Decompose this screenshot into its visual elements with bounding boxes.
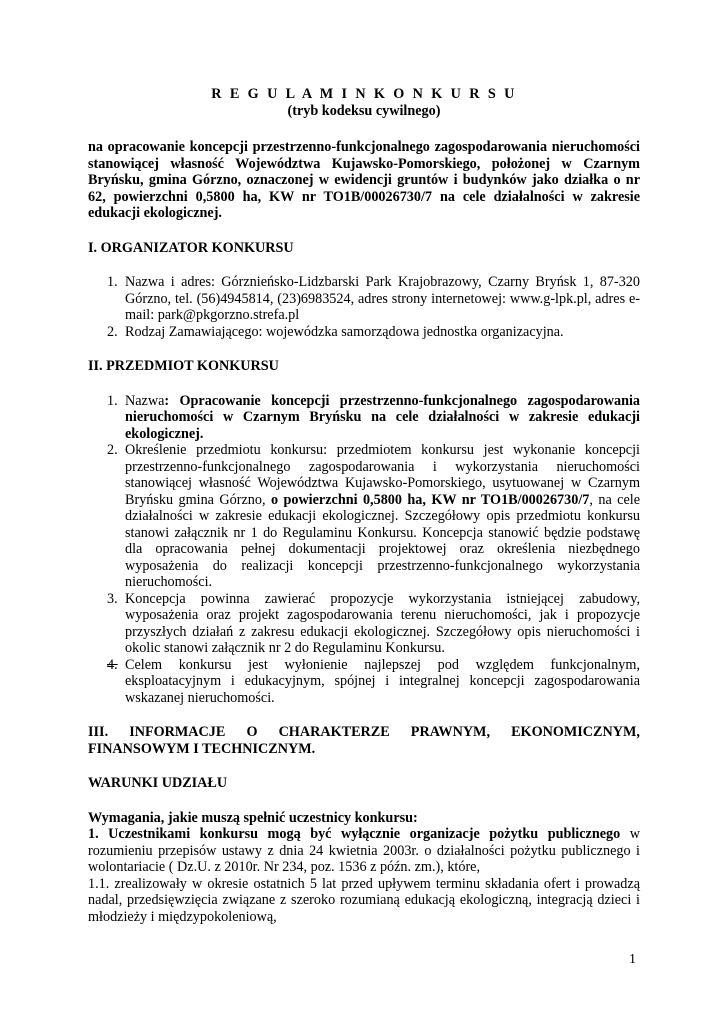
requirements-heading: Wymagania, jakie muszą spełnić uczestnicy konkursu: (88, 809, 418, 826)
point-1 (88, 826, 640, 876)
intro-paragraph: na opracowanie koncepcji przestrzenno-funkcjonalnego zagospodarowania nieruchomości stanowiącej własność Województwa Kujawsko-Pomorskiego, położonej w Czarnym Bryńsku, gmina Górzno, oznaczonej w ewidencji gruntów i budynków jako działka o nr 62, powierzchni 0,5800 ha, KW nr TO1B/00026730/7 na cele działalności w zakresie edukacji ekologicznej. (88, 139, 640, 221)
document-title: R E G U L A M I N K O N K U R S U (211, 86, 517, 102)
section-3-heading (88, 724, 640, 757)
item-text: Celem konkursu jest wyłonienie najlepszej pod względem funkcjonalnym, eksploatacyjnym i edukacyjnym, spójnej i integralnej koncepcji zagospodarowania wskazanej nieruchomości. (125, 656, 640, 706)
heading-word: INFORMACJE (129, 724, 226, 740)
item-bold-text: o powierzchni 0,5800 ha, KW nr TO1B/00026730/7 (270, 491, 590, 508)
item-number: 2. (107, 442, 118, 458)
item-text: , na cele działalności w zakresie edukacji ekologicznej. Szczegółowy opis przedmiotu konkursu stanowi załącznik nr 1 do Regulaminu Konkursu. Koncepcja stanowić będzie podstawę dla opracowania pełnej dokumentacji projektowej oraz określenia niezbędnego wyposażenia do realizacji koncepcji przestrzenno-funkcjonalnego wykorzystania nieruchomości. (125, 491, 641, 590)
list-item (88, 442, 640, 591)
document-subtitle: (tryb kodeksu cywilnego) (287, 102, 441, 119)
item-bold-text: : Opracowanie koncepcji przestrzenno-funkcjonalnego zagospodarowania nieruchomości w Czarnym Bryńsku na cele działalności w zakresie edukacji ekologicznej. (125, 392, 640, 442)
item-text: Nazwa i adres: Górznieńsko-Lidzbarski Park Krajobrazowy, Czarny Bryńsk 1, 87-320 Górzno, tel. (56)4945814, (23)6983524, adres strony internetowej: www.g-lpk.pl, adres e-mail: park@pkgorzno.strefa.pl (125, 274, 640, 323)
section-3-heading-line-2: FINANSOWYM I TECHNICZNYM. (88, 740, 316, 757)
heading-word: CHARAKTERZE (278, 724, 390, 740)
heading-word: EKONOMICZNYM, (511, 724, 640, 740)
list-item (88, 591, 640, 657)
item-text: Określenie przedmiotu konkursu: przedmiotem konkursu jest wykonanie koncepcji przestrzenno-funkcjonalnego zagospodarowania i wykorzystania nieruchomości stanowiącej własność Województwa Kujawsko-Pomorskiego, usytuowanej w Czarnym Bryńsku gmina Górzno, (125, 442, 640, 508)
section-1-list (88, 274, 640, 340)
section-2-list (88, 393, 640, 707)
page-number: 1 (629, 952, 636, 967)
document-page (88, 86, 640, 925)
list-item (88, 324, 640, 341)
heading-word: O (246, 724, 258, 740)
list-item (88, 657, 640, 707)
heading-word: III. (88, 724, 109, 740)
section-3-heading-line-1 (88, 724, 640, 741)
item-number: 2. (107, 323, 118, 340)
item-number: 3. (107, 590, 118, 607)
section-1-heading: I. ORGANIZATOR KONKURSU (88, 239, 294, 256)
heading-word: PRAWNYM, (410, 724, 490, 740)
conditions-heading: WARUNKI UDZIAŁU (88, 775, 228, 791)
item-text: Rodzaj Zamawiającego: wojewódzka samorządowa jednostka organizacyjna. (125, 323, 564, 340)
item-number: 1. (107, 274, 118, 290)
item-number: 1. (107, 392, 118, 409)
point-1-1: 1.1. zrealizowały w okresie ostatnich 5 lat przed upływem terminu składania ofert i prowadzą nadal, przedsięwzięcia związane z szeroko rozumianą edukacją ekologiczną, integracją dzieci i młodzieży i międzypokoleniową, (88, 875, 640, 925)
item-number: 4. (107, 656, 118, 673)
item-text: Koncepcja powinna zawierać propozycje wykorzystania istniejącej zabudowy, wyposażenia oraz projekt zagospodarowania terenu nieruchomości, jak i propozycje przyszłych działań z zakresu edukacji ekologicznej. Szczegółowy opis nieruchomości i okolic stanowi załącznik nr 2 do Regulaminu Konkursu. (125, 590, 640, 656)
point-1-text: w rozumieniu przepisów ustawy z dnia 24 kwietnia 2003r. o działalności pożytku publicznego i wolontariacie ( Dz.U. z 2010r. Nr 234, poz. 1536 z późn. zm.), które, (88, 826, 640, 875)
section-2-heading: II. PRZEDMIOT KONKURSU (88, 358, 279, 374)
list-item (88, 393, 640, 443)
point-1-bold: 1. Uczestnikami konkursu mogą być wyłącznie organizacje pożytku publicznego (88, 826, 621, 842)
list-item (88, 274, 640, 324)
item-label: Nazwa (125, 392, 165, 409)
